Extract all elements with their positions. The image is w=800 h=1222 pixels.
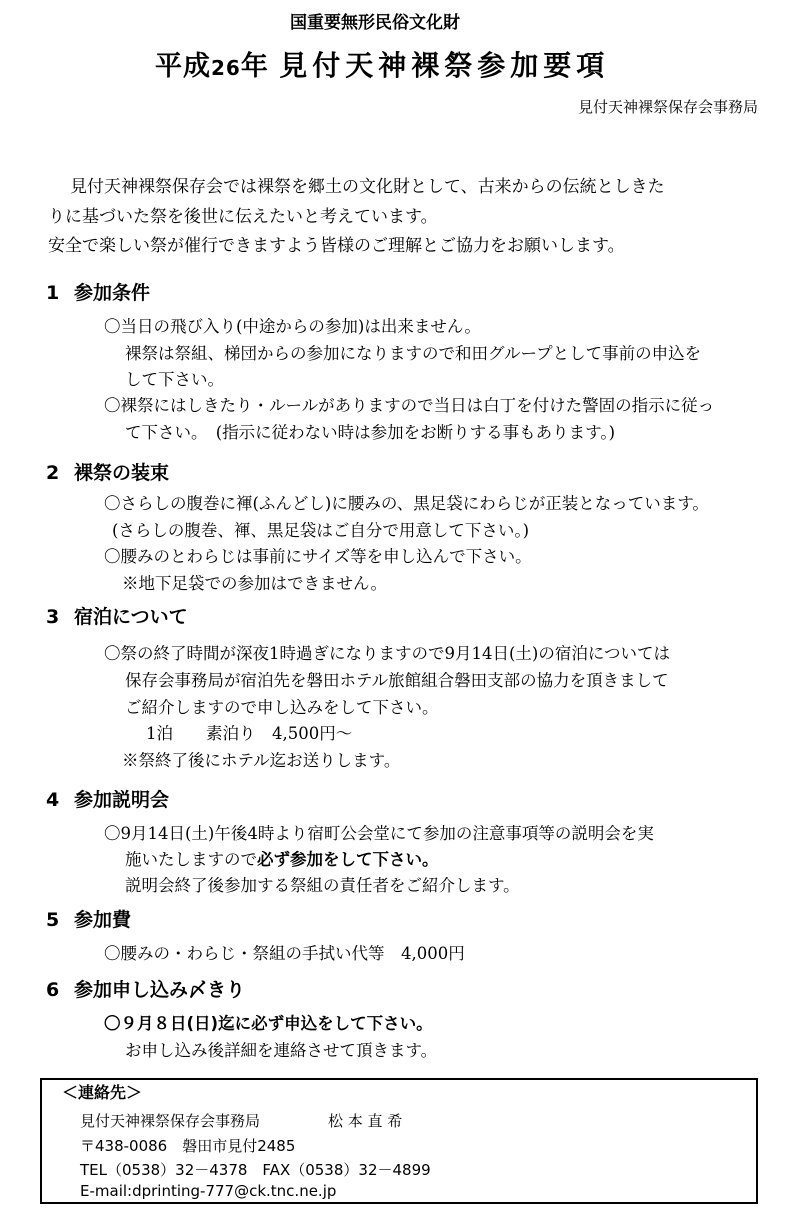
title-era: 平成 <box>155 51 211 82</box>
section-4-line-2 <box>125 846 439 870</box>
section-2-line-2: (さらしの腹巻、褌、黒足袋はご自分で用意して下さい。) <box>112 521 530 540</box>
section-number: 1 <box>46 282 60 304</box>
section-1-line-5: て下さい。 (指示に従わない時は参加をお断りする事もあります。) <box>125 423 616 442</box>
section-1-heading <box>46 278 150 305</box>
contact-email[interactable]: E-mail:dprinting-777@ck.tnc.ne.jp <box>80 1182 337 1200</box>
section-2-line-1: 〇さらしの腹巻に褌(ふんどし)に腰みの、黒足袋にわらじが正装となっています。 <box>104 494 709 513</box>
section-number: 3 <box>46 606 60 628</box>
section-5-heading <box>46 905 131 932</box>
section-4-line-1: 〇9月14日(土)午後4時より宿町公会堂にて参加の注意事項等の説明会を実 <box>104 824 654 843</box>
document-title <box>155 44 609 84</box>
section-title: 参加条件 <box>74 282 151 304</box>
organizer-name: 見付天神裸祭保存会事務局 <box>577 98 758 116</box>
section-3-line-4: 1泊 素泊り 4,500円～ <box>146 724 353 743</box>
section-title: 参加説明会 <box>74 789 170 811</box>
intro-line-1: 見付天神裸祭保存会では裸祭を郷土の文化財として、古来からの伝統としきた <box>70 177 665 197</box>
section-6-line-2: お申し込み後詳細を連絡させて頂きます。 <box>125 1041 438 1060</box>
section-4-line-2-text: 施いたしますので <box>125 850 257 869</box>
section-3-heading <box>46 602 188 629</box>
title-year: 26 <box>211 56 241 80</box>
contact-person: 松 本 直 希 <box>328 1112 403 1130</box>
section-4-emphasis: 必ず参加をして下さい。 <box>257 850 439 869</box>
section-2-line-3: 〇腰みのとわらじは事前にサイズ等を申し込んで下さい。 <box>104 547 532 566</box>
contact-address: 〒438-0086 磐田市見付2485 <box>80 1137 296 1155</box>
section-2-heading <box>46 458 169 485</box>
section-5-line-1: 〇腰みの・わらじ・祭組の手拭い代等 4,000円 <box>104 944 465 963</box>
document-subtitle: 国重要無形民俗文化財 <box>290 13 460 33</box>
section-1-line-3: して下さい。 <box>125 370 224 389</box>
section-2-line-4: ※地下足袋での参加はできません。 <box>122 574 387 593</box>
section-1-line-1: 〇当日の飛び入り(中途からの参加)は出来ません。 <box>104 317 481 336</box>
contact-phone: TEL（0538）32－4378 FAX（0538）32－4899 <box>80 1161 431 1179</box>
section-title: 参加申し込み〆きり <box>74 979 246 1001</box>
section-3-line-5: ※祭終了後にホテル迄お送りします。 <box>122 751 401 770</box>
section-3-line-2: 保存会事務局が宿泊先を磐田ホテル旅館組合磐田支部の協力を頂きまして <box>125 671 669 690</box>
section-1-line-2: 裸祭は祭組、梯団からの参加になりますので和田グループとして事前の申込を <box>125 344 702 363</box>
section-4-line-3: 説明会終了後参加する祭組の責任者をご紹介します。 <box>125 876 520 895</box>
section-number: 6 <box>46 979 60 1001</box>
section-title: 宿泊について <box>74 606 188 628</box>
section-number: 4 <box>46 789 60 811</box>
section-title: 参加費 <box>74 909 132 931</box>
section-6-heading <box>46 975 245 1002</box>
section-1-line-4: 〇裸祭にはしきたり・ルールがありますので当日は白丁を付けた警固の指示に従っ <box>104 396 715 415</box>
section-3-line-1: 〇祭の終了時間が深夜1時過ぎになりますので9月14日(土)の宿泊については <box>104 644 671 663</box>
section-number: 5 <box>46 909 60 931</box>
title-year-suffix: 年 <box>240 51 269 82</box>
section-4-heading <box>46 785 169 812</box>
section-title: 裸祭の装束 <box>74 462 170 484</box>
contact-office: 見付天神裸祭保存会事務局 <box>80 1112 261 1130</box>
intro-line-3: 安全で楽しい祭が催行できますよう皆様のご理解とご協力をお願いします。 <box>48 236 625 256</box>
intro-line-2: りに基づいた祭を後世に伝えたいと考えています。 <box>48 207 438 227</box>
section-3-line-3: ご紹介しますので申し込みをして下さい。 <box>125 698 439 717</box>
section-number: 2 <box>46 462 60 484</box>
title-main: 見付天神裸祭参加要項 <box>279 49 610 82</box>
contact-heading: ＜連絡先＞ <box>62 1083 143 1102</box>
section-6-line-1: 〇９月８日(日)迄に必ず申込をして下さい。 <box>104 1014 433 1033</box>
